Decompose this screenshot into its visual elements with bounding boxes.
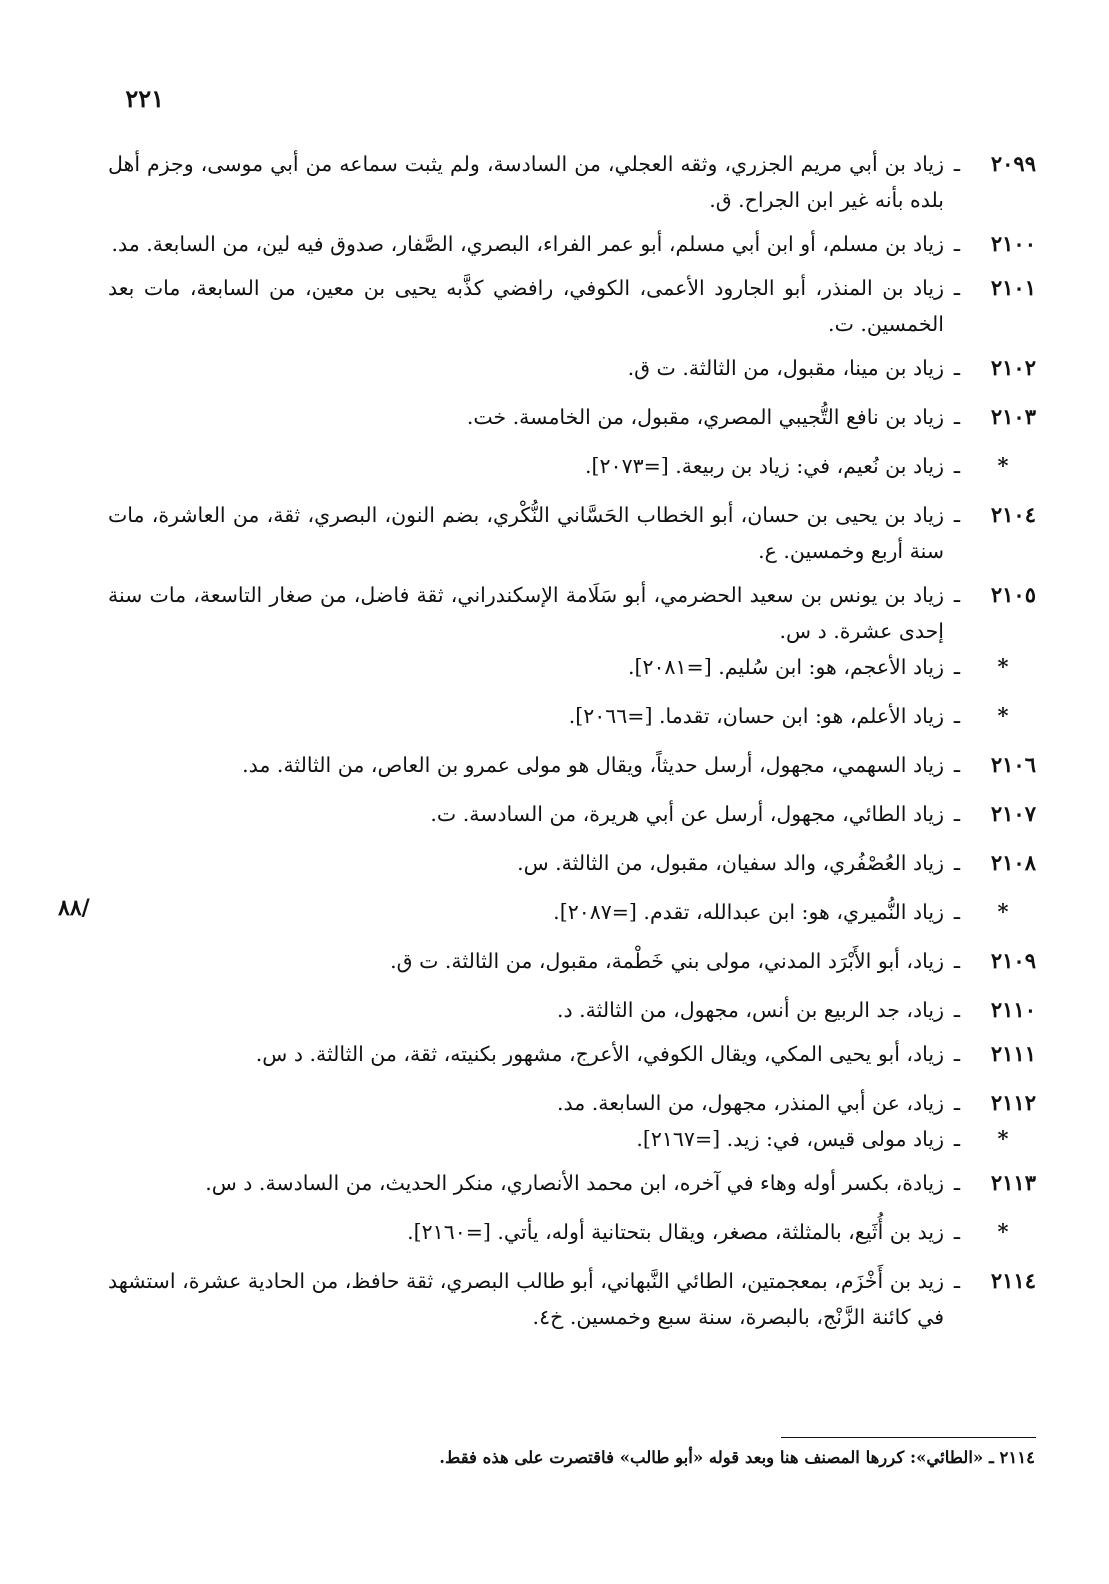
entry-dash: ـ <box>953 1171 961 1195</box>
entry-text: زياد، أبو الأَبْرَد المدني، مولى بني خَطْمة، مقبول، من الثالثة. ت ق. <box>390 949 944 973</box>
entry-2107 <box>108 796 1036 832</box>
entry-dash: ـ <box>953 503 961 527</box>
entry-dash: ـ <box>953 998 961 1022</box>
entry-number: ٢١١٣ <box>990 1170 1036 1195</box>
entry-text: زياد الأعجم، هو: ابن سُليم. [=٢٠٨١]. <box>627 655 944 679</box>
entry-2111 <box>108 1036 1036 1072</box>
entry-text: زياد بن نافع التُّجيبي المصري، مقبول، من الخامسة. خت. <box>466 405 944 429</box>
entry-dash: ـ <box>953 276 961 300</box>
entry-number: ٢١١٢ <box>990 1090 1036 1115</box>
entry-dash: ـ <box>953 655 961 679</box>
footnote-divider <box>781 1437 1036 1438</box>
asterisk-marker: * <box>997 1219 1009 1244</box>
entry-dash: ـ <box>953 704 961 728</box>
entry-2100 <box>108 226 1036 262</box>
entry-number: ٢١٠٥ <box>990 582 1036 607</box>
entry-number: ٢٠٩٩ <box>990 151 1036 176</box>
entry-text: زياد النُّميري، هو: ابن عبدالله، تقدم. [=٢٠٨٧]. <box>553 900 944 924</box>
entry-text: زياد بن المنذر، أبو الجارود الأعمى، الكوفي، رافضي كذَّبه يحيى بن معين، من السابعة، مات بعد الخمسين. ت. <box>108 276 944 336</box>
entry-text: زياد، أبو يحيى المكي، ويقال الكوفي، الأعرج، مشهور بكنيته، ثقة، من الثالثة. د س. <box>255 1042 944 1066</box>
entry-text: زيادة، بكسر أوله وهاء في آخره، ابن محمد الأنصاري، منكر الحديث، من السادسة. د س. <box>205 1171 944 1195</box>
asterisk-marker: * <box>997 654 1009 679</box>
entry-2106 <box>108 747 1036 783</box>
entry-text: زياد بن مسلم، أو ابن أبي مسلم، أبو عمر الفراء، البصري، الصَّفار، صدوق فيه لين، من السابعة. مد. <box>111 232 944 256</box>
entry-2110 <box>108 992 1036 1028</box>
entry-text: زياد مولى قيس، في: زيد. [=٢١٦٧]. <box>636 1127 944 1151</box>
entry-2109 <box>108 943 1036 979</box>
entry-number: ٢١١١ <box>990 1041 1036 1066</box>
entry-number: ٢١٠٩ <box>990 948 1036 973</box>
entry-number: ٢١٠١ <box>990 275 1036 300</box>
entry-2113 <box>108 1165 1036 1201</box>
entry-text: زياد بن يونس بن سعيد الحضرمي، أبو سَلَامة الإسكندراني، ثقة فاضل، من صغار التاسعة، مات سنة إحدى عشرة. د س. <box>108 583 944 643</box>
entry-number: ٢١٠٠ <box>990 231 1036 256</box>
cross-reference <box>108 894 1036 930</box>
margin-note: /٨٨ <box>58 895 90 921</box>
entry-2103 <box>108 399 1036 435</box>
entry-dash: ـ <box>953 454 961 478</box>
entry-number: ٢١٠٢ <box>990 355 1036 380</box>
entry-dash: ـ <box>953 1042 961 1066</box>
entry-text: زياد، عن أبي المنذر، مجهول، من السابعة. مد. <box>557 1091 944 1115</box>
entry-dash: ـ <box>953 1269 961 1293</box>
entry-number: ٢١٠٤ <box>990 502 1036 527</box>
entry-number: ٢١٠٨ <box>990 850 1036 875</box>
entry-2105 <box>108 577 1036 649</box>
entries-list <box>108 146 1036 1335</box>
cross-reference <box>108 448 1036 484</box>
entry-text: زيد بن أُثَيع، بالمثلثة، مصغر، ويقال بتحتانية أوله، يأتي. [=٢١٦٠]. <box>407 1220 944 1244</box>
asterisk-marker: * <box>997 703 1009 728</box>
entry-dash: ـ <box>953 583 961 607</box>
asterisk-marker: * <box>997 899 1009 924</box>
entry-dash: ـ <box>953 1091 961 1115</box>
cross-reference <box>108 698 1036 734</box>
entry-number: ٢١١٠ <box>990 997 1036 1022</box>
cross-reference <box>108 649 1036 685</box>
entry-dash: ـ <box>953 1127 961 1151</box>
entry-2112 <box>108 1085 1036 1121</box>
entry-2099 <box>108 146 1036 218</box>
page-number: ٢٢١ <box>125 84 164 113</box>
entry-text: زياد السهمي، مجهول، أرسل حديثاً، ويقال هو مولى عمرو بن العاص، من الثالثة. مد. <box>242 753 944 777</box>
asterisk-marker: * <box>997 1126 1009 1151</box>
entry-dash: ـ <box>953 152 961 176</box>
entry-dash: ـ <box>953 1220 961 1244</box>
entry-text: زياد، جد الربيع بن أنس، مجهول، من الثالثة. د. <box>557 998 944 1022</box>
entry-number: ٢١١٤ <box>990 1268 1036 1293</box>
entry-dash: ـ <box>953 949 961 973</box>
entry-dash: ـ <box>953 753 961 777</box>
asterisk-marker: * <box>997 453 1009 478</box>
entry-text: زياد الأعلم، هو: ابن حسان، تقدما. [=٢٠٦٦]. <box>568 704 944 728</box>
entry-2104 <box>108 497 1036 569</box>
entry-text: زياد بن نُعيم، في: زياد بن ربيعة. [=٢٠٧٣]. <box>585 454 944 478</box>
entry-number: ٢١٠٦ <box>990 752 1036 777</box>
entry-dash: ـ <box>953 232 961 256</box>
entry-dash: ـ <box>953 851 961 875</box>
cross-reference <box>108 1121 1036 1157</box>
entry-dash: ـ <box>953 900 961 924</box>
entry-2114 <box>108 1263 1036 1335</box>
entry-dash: ـ <box>953 405 961 429</box>
entry-text: زياد بن يحيى بن حسان، أبو الخطاب الحَسَّاني النُّكْري، بضم النون، البصري، ثقة، من العاشرة، مات سنة أربع وخمسين. ع. <box>108 503 944 563</box>
entry-2101 <box>108 270 1036 342</box>
entry-2108 <box>108 845 1036 881</box>
entry-text: زياد العُصْفُري، والد سفيان، مقبول، من الثالثة. س. <box>517 851 944 875</box>
entry-text: زياد الطائي، مجهول، أرسل عن أبي هريرة، من السادسة. ت. <box>430 802 944 826</box>
entry-text: زيد بن أَخْزَم، بمعجمتين، الطائي النَّبهاني، أبو طالب البصري، ثقة حافظ، من الحادية عشرة، استشهد في كائنة الزَّنْج، بالبصرة، سنة سبع وخمسين. خ٤. <box>108 1269 944 1329</box>
entry-text: زياد بن مينا، مقبول، من الثالثة. ت ق. <box>627 356 944 380</box>
entry-number: ٢١٠٣ <box>990 404 1036 429</box>
entry-2102 <box>108 350 1036 386</box>
cross-reference <box>108 1214 1036 1250</box>
entry-dash: ـ <box>953 802 961 826</box>
footnote: ٢١١٤ ـ «الطائي»: كررها المصنف هنا وبعد قوله «أبو طالب» فاقتصرت على هذه فقط. <box>439 1448 1035 1467</box>
entry-text: زياد بن أبي مريم الجزري، وثقه العجلي، من السادسة، ولم يثبت سماعه من أبي موسى، وجزم أهل بلده بأنه غير ابن الجراح. ق. <box>108 152 944 212</box>
entry-dash: ـ <box>953 356 961 380</box>
entry-number: ٢١٠٧ <box>990 801 1036 826</box>
